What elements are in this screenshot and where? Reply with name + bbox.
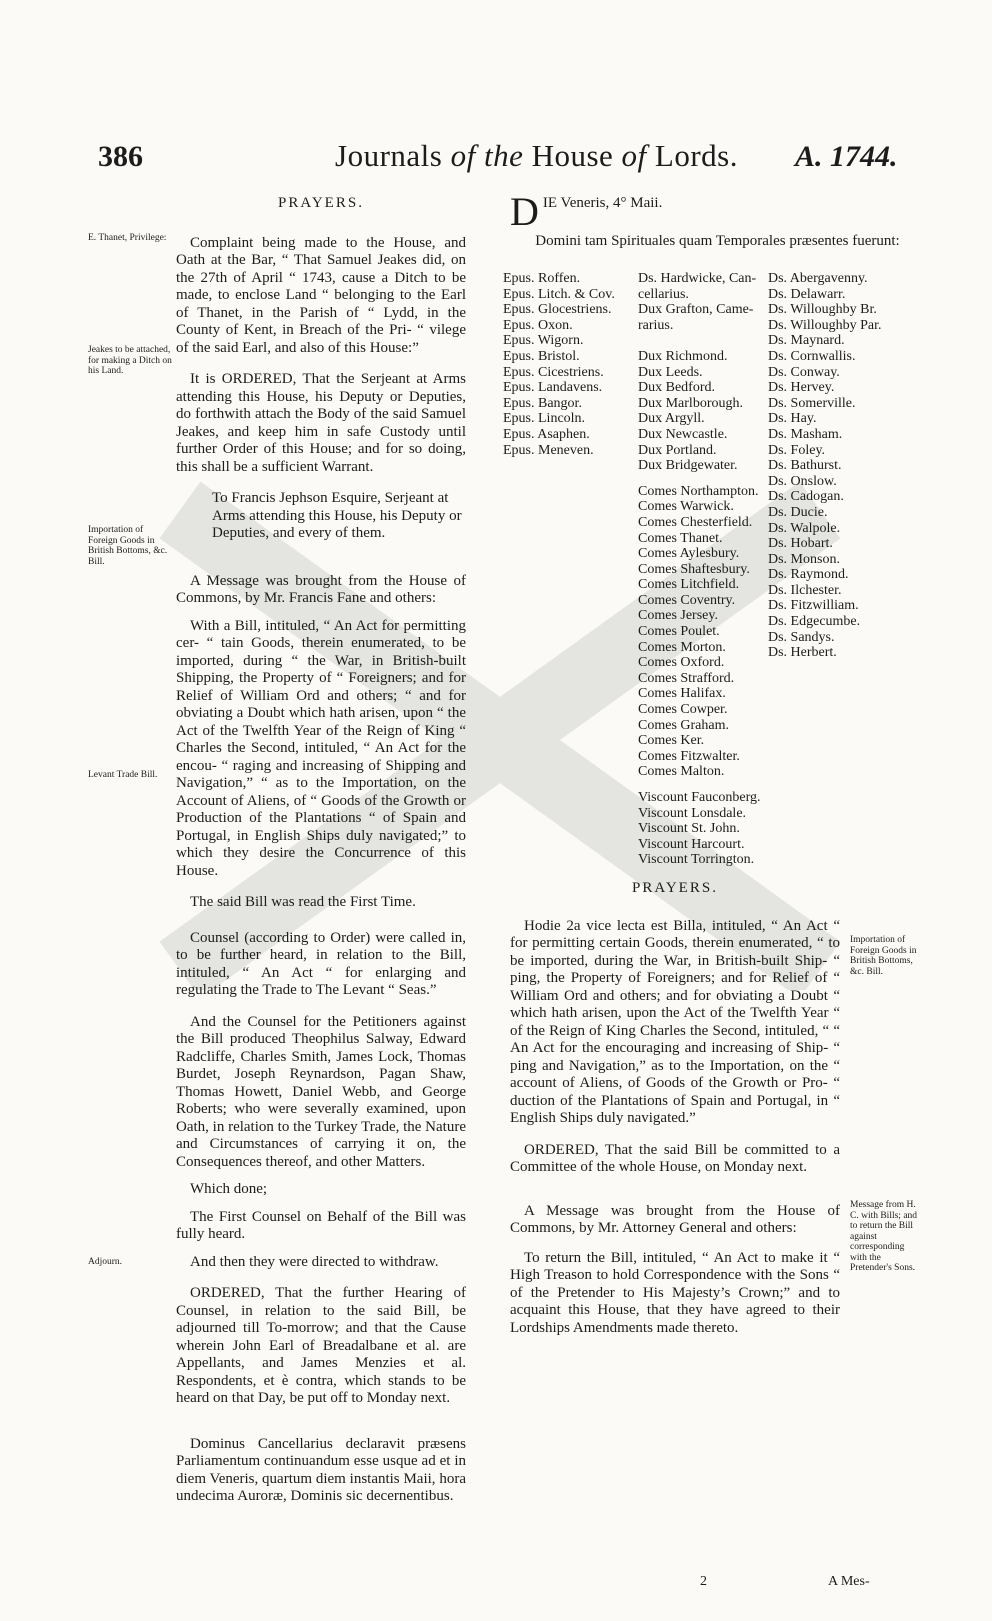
left-column xyxy=(176,195,466,1516)
peer-name: Ds. Ducie. xyxy=(768,504,828,520)
margin-note-right-importation: Importation of Foreign Goods in British Bottoms, &c. Bill. xyxy=(850,935,917,977)
peer-name: Ds. Willoughby Br. xyxy=(768,302,877,318)
dukes-earls-list xyxy=(638,271,761,868)
peer-name: Viscount Fauconberg. xyxy=(638,790,761,805)
peer-name: Ds. Bathurst. xyxy=(768,458,842,474)
peer-name: Ds. Sandys. xyxy=(768,629,835,645)
title-word: of xyxy=(621,138,647,173)
peer-name: rarius. xyxy=(638,317,674,333)
prayers-heading: PRAYERS. xyxy=(278,195,364,211)
title-word: Journals xyxy=(335,138,443,173)
peer-name: Dux Bedford. xyxy=(638,380,715,396)
peer-name xyxy=(638,333,761,349)
title-word: House xyxy=(531,138,614,173)
paragraph: A Message was brought from the House of Commons, by Mr. Francis Fane and others: xyxy=(176,572,466,606)
peer-name: Ds. Fitzwilliam. xyxy=(768,598,859,614)
peer-name: Comes Oxford. xyxy=(638,655,725,671)
drop-cap: D xyxy=(510,189,539,234)
peer-name: Ds. Herbert. xyxy=(768,645,837,661)
peer-name: Comes Morton. xyxy=(638,639,726,655)
peer-name: Comes Graham. xyxy=(638,717,729,733)
peer-name: Ds. Ilchester. xyxy=(768,582,842,598)
peer-name: Comes Jersey. xyxy=(638,608,718,624)
peer-name: Epus. Bristol. xyxy=(503,348,580,364)
paragraph: The said Bill was read the First Time. xyxy=(190,894,416,910)
date-text: IE Veneris, 4° Maii. xyxy=(542,195,663,211)
peer-name: Dux Bridgewater. xyxy=(638,458,738,474)
peer-name: Dux Richmond. xyxy=(638,348,728,364)
paragraph: To return the Bill, intituled, “ An Act to make it “ High Treason to hold Correspondence with the Sons “ of the Pretender to His Majesty’s Crown;” and to acquaint this House, that they have agreed to their Lordships Amendments made thereto. xyxy=(510,1249,840,1336)
prayers-heading-right: PRAYERS. xyxy=(632,880,718,896)
margin-note-jeakes: Jeakes to be attached, for making a Ditch on his Land. xyxy=(88,345,172,376)
paragraph: A Message was brought from the House of Commons, by Mr. Attorney General and others: xyxy=(510,1202,840,1236)
title-word: of xyxy=(450,138,476,173)
peer-name: Ds. Masham. xyxy=(768,426,843,442)
paragraph: With a Bill, intituled, “ An Act for permitting cer- “ tain Goods, therein enumerated, to be imported, during “ the War, in British-built Shipping, the Property of “ Foreigners; and for Relief of William Ord and others; “ and for obviating a Doubt which hath arisen, upon “ the Act of the Twelfth Year of the Reign of King “ Charles the Second, intituled, “ An Act for the encou- “ raging and increasing of Shipping and Navigation,” “ as to the Importation, on the Account of Aliens, of “ Goods of the Growth or Production of the Plantations “ of Spain and Portugal, in English Ships duly navigated;” to which they desire the Concurrence of this House. xyxy=(176,617,466,879)
peer-name: Comes Aylesbury. xyxy=(638,546,740,562)
list-gap xyxy=(638,474,761,484)
peer-name: Comes Strafford. xyxy=(638,670,735,686)
paragraph: ORDERED, That the further Hearing of Counsel, in relation to the said Bill, be adjourned till To-morrow; and that the Cause wherein John Earl of Breadalbane et al. are Appellants, and James Menzies et al. Respondents, et è contra, which stands to be heard on that Day, be put off to Monday next. xyxy=(176,1285,466,1406)
peer-name: Epus. Wigorn. xyxy=(503,333,584,349)
peer-name: Dux Grafton, Came- xyxy=(638,302,754,318)
peer-name: Epus. Bangor. xyxy=(503,395,582,411)
peer-name: Ds. Monson. xyxy=(768,551,840,567)
peer-name: Ds. Raymond. xyxy=(768,567,849,583)
peer-name: Dux Argyll. xyxy=(638,411,705,427)
peer-name: Comes Malton. xyxy=(638,764,725,780)
peer-name: Ds. Somerville. xyxy=(768,395,856,411)
peer-name: Viscount Torrington. xyxy=(638,852,755,868)
paragraph: Complaint being made to the House, and Oath at the Bar, “ That Samuel Jeakes did, on the 27th of April “ 1743, cause a Ditch to be made, to enclose Land “ belonging to the Earl of Thanet, in the Parish of “ Lydd, in the County of Kent, in Breach of the Pri- “ vilege of the said Earl, and also of this House:” xyxy=(176,234,466,356)
list-gap xyxy=(638,780,761,790)
paragraph: And then they were directed to withdraw. xyxy=(190,1253,439,1270)
paragraph: The First Counsel on Behalf of the Bill was fully heard. xyxy=(176,1208,466,1242)
peer-name: Comes Halifax. xyxy=(638,686,726,702)
barons-list xyxy=(768,271,882,661)
peer-name: Viscount St. John. xyxy=(638,821,740,837)
peer-name: Comes Coventry. xyxy=(638,592,736,608)
peer-name: Ds. Hervey. xyxy=(768,380,835,396)
peer-name: Viscount Lonsdale. xyxy=(638,805,747,821)
paragraph: Which done; xyxy=(190,1181,268,1197)
paragraph: Dominus Cancellarius declaravit præsens Parliamentum continuandum esse usque ad et in diem Veneris, quartum diem instantis Maii, hora undecima Auroræ, Dominis sic decernentibus. xyxy=(176,1435,466,1504)
peer-name: Epus. Cicestriens. xyxy=(503,364,604,380)
peer-name: Comes Thanet. xyxy=(638,530,723,546)
peer-name: Dux Newcastle. xyxy=(638,426,728,442)
margin-note-right-message: Message from H. C. with Bills; and to return the Bill against corresponding with the Pretender's Sons. xyxy=(850,1200,918,1273)
peer-name: Ds. Onslow. xyxy=(768,473,837,489)
paragraph: And the Counsel for the Petitioners against the Bill produced Theophilus Salway, Edward Radcliffe, Charles Smith, James Lock, Thomas Burdet, Joseph Reynardson, Pagan Shaw, Thomas Howett, Daniel Webb, and George Roberts; who were severally examined, upon Oath, in relation to the Turkey Trade, the Nature and Circumstances of carrying it on, the Consequences thereof, and other Matters. xyxy=(176,1013,466,1170)
margin-note-levant: Levant Trade Bill. xyxy=(88,770,158,780)
margin-note-thanet: E. Thanet, Privilege: xyxy=(88,233,167,243)
peer-name: Ds. Abergavenny. xyxy=(768,271,868,286)
title-word: the xyxy=(483,138,524,173)
bishops-list xyxy=(503,271,615,458)
peer-name: Ds. Hobart. xyxy=(768,536,833,552)
peer-name: Ds. Conway. xyxy=(768,364,840,380)
year: A. 1744. xyxy=(795,140,898,173)
peer-name: Comes Poulet. xyxy=(638,624,720,640)
peer-name: Ds. Cadogan. xyxy=(768,489,844,505)
peer-name: Comes Northampton. xyxy=(638,483,759,499)
present-line: Domini tam Spirituales quam Temporales præsentes fuerunt: xyxy=(535,233,900,249)
peer-name: Comes Fitzwalter. xyxy=(638,748,740,764)
peer-name: Comes Chesterfield. xyxy=(638,514,753,530)
margin-note-adjourn: Adjourn. xyxy=(88,1257,123,1267)
paragraph: Hodie 2a vice lecta est Billa, intituled, “ An Act “ for permitting certain Goods, therein enumerated, “ to be imported, during the War, in British-built Ship- “ ping, the Property of Foreigners; and for Relief of “ William Ord and others; and for obviating a Doubt “ which hath arisen, upon the Act of the Twelfth Year “ of the Reign of King Charles the Second, intituled, “ “ An Act for the encouraging and increasing of Ship- “ ping and Navigation,” as to the Importation, on the “ account of Aliens, of Goods of the Growth or Pro- “ duction of the Plantations of Spain and Portugal, in “ English Ships duly navigated.” xyxy=(510,917,840,1126)
peer-name: Comes Cowper. xyxy=(638,702,728,718)
paragraph: To Francis Jephson Esquire, Serjeant at Arms attending this House, his Deputy or Deputies, and every of them. xyxy=(212,490,462,541)
peer-name: Comes Warwick. xyxy=(638,499,734,515)
peer-name: Comes Ker. xyxy=(638,733,705,749)
peer-name: Viscount Harcourt. xyxy=(638,836,745,852)
peer-name: Dux Leeds. xyxy=(638,364,703,380)
page-number: 386 xyxy=(98,140,143,173)
right-column-bottom xyxy=(510,880,840,1347)
peer-name: Ds. Cornwallis. xyxy=(768,348,856,364)
peer-name: Ds. Willoughby Par. xyxy=(768,317,882,333)
catchword: A Mes- xyxy=(828,1574,870,1589)
right-column-top xyxy=(510,189,925,251)
peer-name: Epus. Roffen. xyxy=(503,271,581,286)
peer-name: Ds. Edgecumbe. xyxy=(768,614,861,630)
peer-name: Epus. Litch. & Cov. xyxy=(503,286,615,302)
peer-name: Comes Shaftesbury. xyxy=(638,561,750,577)
peer-name: Ds. Hay. xyxy=(768,411,817,427)
peer-name: Epus. Lincoln. xyxy=(503,411,586,427)
peer-name: cellarius. xyxy=(638,286,689,302)
peer-name: Epus. Asaphen. xyxy=(503,426,590,442)
paragraph: It is ORDERED, That the Serjeant at Arms attending this House, his Deputy or Deputies, do forthwith attach the Body of the said Samuel Jeakes, and keep him in safe Custody until further Order of this House; and for so doing, this shall be a sufficient Warrant. xyxy=(176,371,466,475)
running-title xyxy=(335,138,738,174)
peer-name: Ds. Delawarr. xyxy=(768,286,846,302)
paragraph: Counsel (according to Order) were called in, to be further heard, in relation to the Bill, intituled, “ An Act “ for enlarging and regulating the Trade to The Levant “ Seas.” xyxy=(176,929,466,998)
peer-name: Epus. Glocestriens. xyxy=(503,302,612,318)
date-line xyxy=(510,189,925,234)
peer-name: Comes Litchfield. xyxy=(638,577,740,593)
peer-name: Epus. Oxon. xyxy=(503,317,573,333)
title-word: Lords. xyxy=(654,138,738,173)
margin-note-importation: Importation of Foreign Goods in British Bottoms, &c. Bill. xyxy=(88,525,168,567)
peer-name: Dux Portland. xyxy=(638,442,717,458)
peer-name: Ds. Walpole. xyxy=(768,520,841,536)
signature-mark: 2 xyxy=(700,1574,707,1589)
peer-name: Ds. Hardwicke, Can- xyxy=(638,271,757,286)
peer-name: Ds. Foley. xyxy=(768,442,826,458)
page-header xyxy=(0,0,992,190)
peer-name: Epus. Landavens. xyxy=(503,380,603,396)
peer-name: Epus. Meneven. xyxy=(503,442,594,458)
peer-name: Dux Marlborough. xyxy=(638,395,743,411)
paragraph: ORDERED, That the said Bill be committed to a Committee of the whole House, on Monday next. xyxy=(510,1141,840,1175)
peer-name: Ds. Maynard. xyxy=(768,333,845,349)
